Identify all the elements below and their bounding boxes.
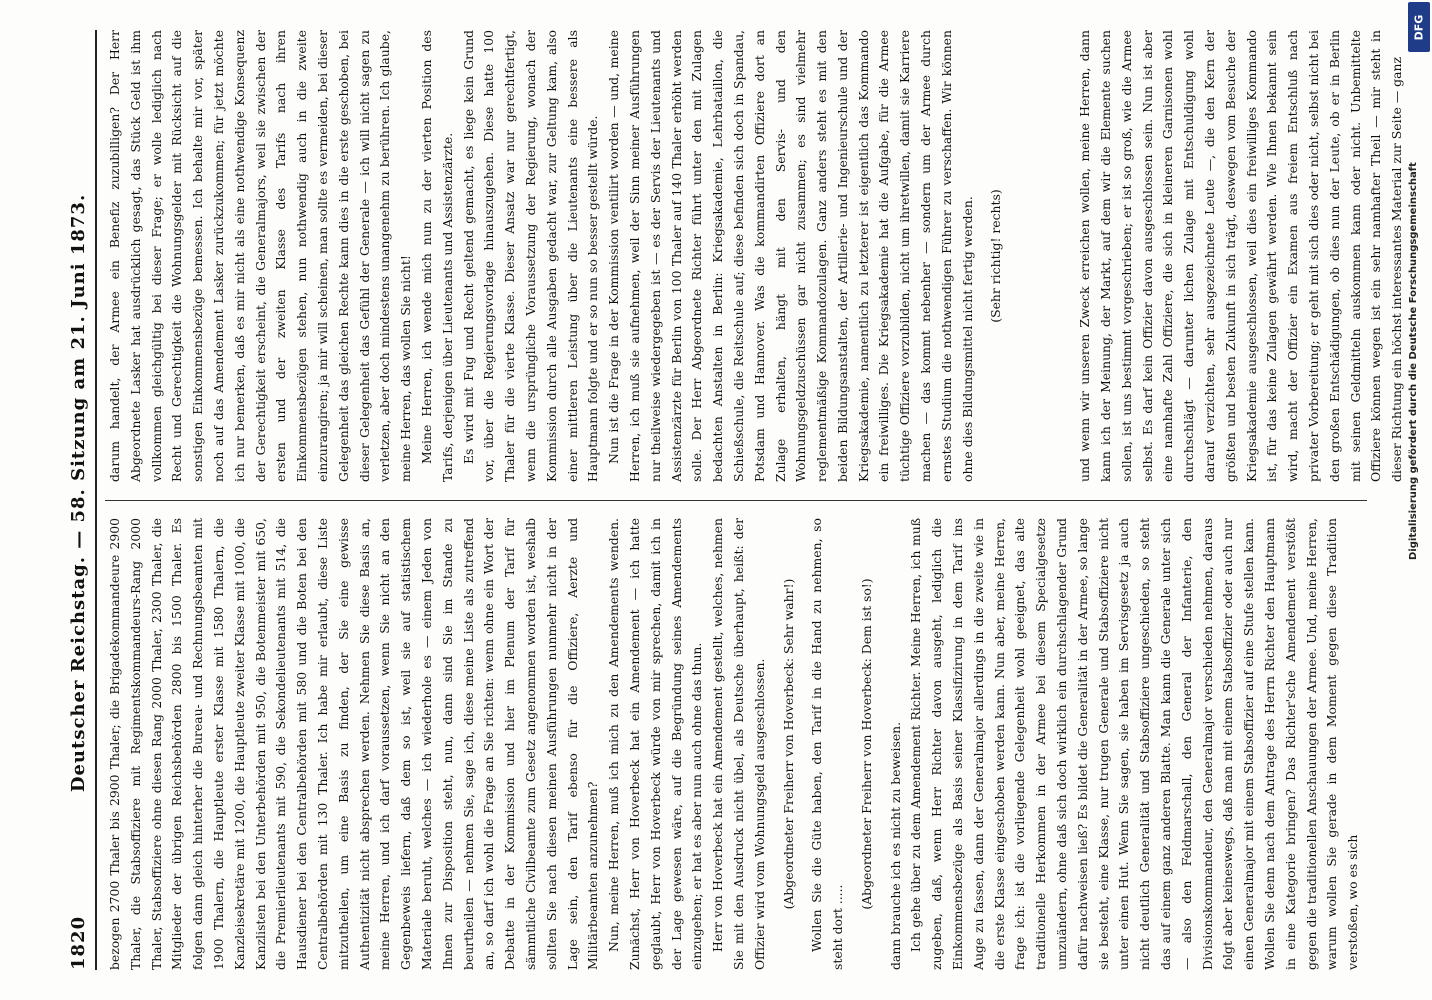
dfg-logo-text: DFG <box>1412 14 1426 40</box>
paragraph: Es wird mit Fug und Recht geltend gemacht, es liege kein Grund vor, über die Regierungsvorlage hinauszugehen. Diese hatte 100 Thaler für die vierte Klasse. Dieser Ansatz war nur gerechtfertigt, wenn die ursprüngliche Voraussetzung der Regierung, wonach der Kommission durch alle Ausgaben gedacht war, zur Geltung kam, also einer mittleren Leistung über die Lieutenants eine bessere als Hauptmann folgte und er so nun so besser gestellt würde. <box>460 30 601 482</box>
paragraph: Wollen Sie die Güte haben, den Tarif in die Hand zu nehmen, so steht dort ..... <box>809 518 846 970</box>
page-header <box>61 30 97 970</box>
paragraph: darum handelt, der Armee ein Benefiz zuzubilligen? Der Herr Abgeordnete Lasker hat ausdrücklich gesagt, das Stück Geld ist ihm vollkommen gleichgültig bei dieser Frage; er wolle lediglich nach Recht und Gerechtigkeit die Wohnungsgelder mit Rücksicht auf die sonstigen Einkommensbezüge bemessen. Ich behalte mir vor, später noch auf das Amendement Lasker zurückzukommen; für jetzt möchte ich nur bemerken, daß es mir nicht als eine nothwendige Konsequenz der Gerechtigkeit erscheint, die Generalmajors, weil sie zwischen der ersten und der zweiten Klasse des Tarifs nach ihren Einkommensbezügen stehen, nun nothwendig auch in die zweite einzurangiren; ja mir will scheinen, man sollte es vermeiden, bei dieser Gelegenheit das gleichen Rechte kann dies in die erste geschoben, bei dieser Gelegenheit das Gefühl der Generale — ich will nicht sagen zu verletzen, aber doch mindestens unangenehm zu berühren. Ich glaube, meine Herren, das wollen Sie nicht! <box>107 30 414 482</box>
interjection: (Sehr richtig! rechts) <box>988 189 1004 323</box>
paragraph: Meine Herren, ich wende mich nun zu der vierten Position des Tarifs, derjenigen über Lieutenants und Assistenzärzte. <box>418 30 455 482</box>
interjection: (Abgeordneter Freiherr von Hoverbeck: Dem ist so!) <box>858 578 874 910</box>
digitization-stamp <box>1404 0 1432 1000</box>
interjection: (Abgeordneter Freiherr von Hoverbeck: Sehr wahr!) <box>780 578 796 910</box>
page-number: 1820 <box>67 915 89 970</box>
paragraph: Nun, meine Herren, muß ich mich zu den Amendements wenden. Zunächst, Herr von Hoverbeck hat ein Amendement — ich hatte geglaubt, Herr von Hoverbeck würde von mir sprechen, damit ich in der Lage gewesen wäre, auf die Begründung seines Amendements einzugehen; er hat es aber nun auch ohne das thun. <box>606 518 705 970</box>
paragraph: Ich gehe über zu dem Amendement Richter. Meine Herren, ich muß zugeben, daß, wenn Herr Richter davon ausgeht, lediglich die Einkommensbezüge als Basis seiner Klassifizirung in dem Tarif ins Auge zu fassen, dann der Generalmajor allerdings in die zweite wie in die erste Klasse eingeschoben werden kann. Nun aber, meine Herren, frage ich: ist die vorliegende Gelegenheit wohl geeignet, das alte traditionelle Herkommen in der Armee bei diesem Specialgesetze umzuändern, ohne daß sich doch wirklich ein durchschlagender Grund dafür nachweisen ließ? Es bildet die Generalität in der Armee, so lange sie besteht, eine Klasse, nur trugen Generale und Stabsoffiziere nicht unter einen Hut. Wenn Sie sagen, sie haben im Servisgesetz ja auch nicht deutlich Generalität und Stabsoffiziere ungeschieden, so steht das auf einem ganz anderen Blatte. Man kann die Generale unter sich — also den Feldmarschall, den General der Infanterie, den Divisionskommandeur, den Generalmajor verschieden nehmen, daraus folgt aber keineswegs, daß man mit einem Stabsoffizier oder auch nur einen Generalmajor mit einem Stabsoffizier auf eine Stufe stellen kann. Wollen Sie denn nach dem Antrage des Herrn Richter den Hauptmann in eine Kategorie bringen? Das Richter'sche Amendement verstößt gegen die traditionellen Anschauungen der Armee. Und, meine Herren, warum wollen Sie gerade in dem Moment gegen diese Tradition verstoßen, wo es sich <box>908 518 1361 970</box>
paragraph: Nun ist die Frage in der Kommission ventilirt worden — und, meine Herren, ich muß sie aufnehmen, weil der Sinn meiner Ausführungen nur theilweise wiedergegeben ist — es der Servis der Lieutenants und Assistenzärzte für Berlin von 100 Thaler auf 140 Thaler erhöht werden solle. Der Herr Abgeordnete Richter führt unter den mit Zulagen bedachten Anstalten in Berlin: Kriegsakademie, Lehrbataillon, die Schießschule, die Reitschule auf; diese befinden sich doch in Spandau, Potsdam und Hannover. Was die kommandirten Offiziere dort an Zulage erhalten, hängt mit den Servis- und den Wohnungsgeldzuschüssen gar nicht zusammen; es sind vielmehr reglementmäßige Kommandozulagen. Ganz anders steht es mit den beiden Bildungsanstalten, der Artillerie- und Ingenieurschule und der Kriegsakademie, namentlich zu letzterer ist eigentlich das Kommando ein freiwilliges. Die Kriegsakademie hat die Aufgabe, für die Armee tüchtige Offiziere vorzubilden, nicht um ihretwillen, damit sie Karriere machen — das kommt nebenher — sondern um der Armee durch ernstes Studium die nothwendigen Führer zu verschaffen. Wir können ohne dies Bildungsmittel nicht fertig werden. <box>606 30 975 482</box>
paragraph: Herr von Hoverbeck hat ein Amendement gestellt, welches, nehmen Sie mit den Ausdruck nicht übel, als Deutsche überhaupt, heißt: der Offizier wird vom Wohnungsgeld ausgeschlossen. <box>710 518 767 970</box>
page-title: Deutscher Reichstag. — 58. Sitzung am 21. Juni 1873. <box>67 193 89 793</box>
paragraph: bezogen 2700 Thaler bis 2900 Thaler; die Brigadekommandeure 2900 Thaler, die Stabsoffiziere mit Regimentskommandeurs-Rang 2000 Thaler, Stabsoffiziere ohne diesen Rang 2000 Thaler, 2300 Thaler, die Mitglieder der übrigen Reichsbehörden 2800 bis 1500 Thaler. Es folgen dann gleich hinterher die Bureau- und Rechnungsbeamten mit 1900 Thalern, die Hauptleute erster Klasse mit 1580 Thalern, die Kanzleisekretäre mit 1200, die Hauptleute zweiter Klasse mit 1000, die Kanzlisten bei den Unterbehörden mit 950, die Botenmeister mit 650, die Premierlieutenants mit 590, die Sekondelieutenants mit 514, die Hausdiener bei den Centralbehörden mit 580 und die Boten bei den Centralbehörden mit 130 Thaler. Ich habe mir erlaubt, diese Liste mitzutheilen, um eine Basis zu finden, der Sie eine gewisse Authentizität nicht absprechen werden. Nehmen Sie diese Basis an, meine Herren, und ich darf voraussetzen, wenn Sie nicht an den Gegenbeweis liefern, daß dem so ist, weil sie auf statistischem Materiale beruht, welches — ich wiederhole es — einem Jeden von Ihnen zur Disposition steht, nun, dann sind Sie im Stande zu beurtheilen — nehmen Sie, sage ich, diese meine Liste als zutreffend an, so darf ich wohl die Frage an Sie richten: wenn ohne ein Wort der Debatte in der Kommission und hier im Plenum der Tarif für sämmtliche Civilbeamte zum Gesetz angenommen worden ist, weshalb sollten Sie nach diesen meinen Ausführungen nunmehr nicht in der Lage sein, den Tarif ebenso für die Offiziere, Aerzte und Militärbeamten anzunehmen? <box>107 518 601 970</box>
rotated-document-page <box>61 30 1405 970</box>
paragraph: dann brauche ich es nicht zu beweisen. <box>887 721 903 970</box>
paragraph: und wenn wir unseren Zweck erreichen wollen, meine Herren, dann kann ich der Meinung, der Markt, auf dem wir die Elemente suchen sollen, ist uns bestimmt vorgeschrieben; er ist so groß, wie die Armee selbst. Es darf kein Offizier davon ausgeschlossen sein. Nun ist aber eine namhafte Zahl Offiziere, die sich in kleineren Garnisonen wohl durchschlägt — darunter lichen Zulage mit Entschuldigung wohl darauf verzichten, sehr ausgezeichnete Leute —, die den Kern der größten und besten Zukunft in sich trägt, deswegen vom Besuche der Kriegsakademie ausgeschlossen, weil dies ein freiwilliges Kommando ist, für das keine Zulagen gewährt werden. Wie Ihnen bekannt sein wird, macht der Offizier ein Examen aus freiem Entschluß nach privater Vorbereitung; er geht mit sich dies oder nicht, selbst nicht bei den großen Entschädigungen, ob dies nun der Leute, ob er in Berlin mit seinen Geldmitteln auskommen kann oder nicht. Unbemittelte Offiziere können wegen ist ein sehr namhafter Theil — mir steht in dieser Richtung ein höchst interessantes Material zur Seite — ganz <box>1077 30 1405 482</box>
dfg-logo <box>1408 2 1430 52</box>
column-gap <box>1015 30 1075 482</box>
text-column-left <box>105 518 1371 970</box>
funding-notice: Digitalisierung gefördert durch die Deutsche Forschungsgemeinschaft <box>1408 162 1419 560</box>
text-column-right <box>105 30 1405 482</box>
column-divider <box>105 500 1367 501</box>
